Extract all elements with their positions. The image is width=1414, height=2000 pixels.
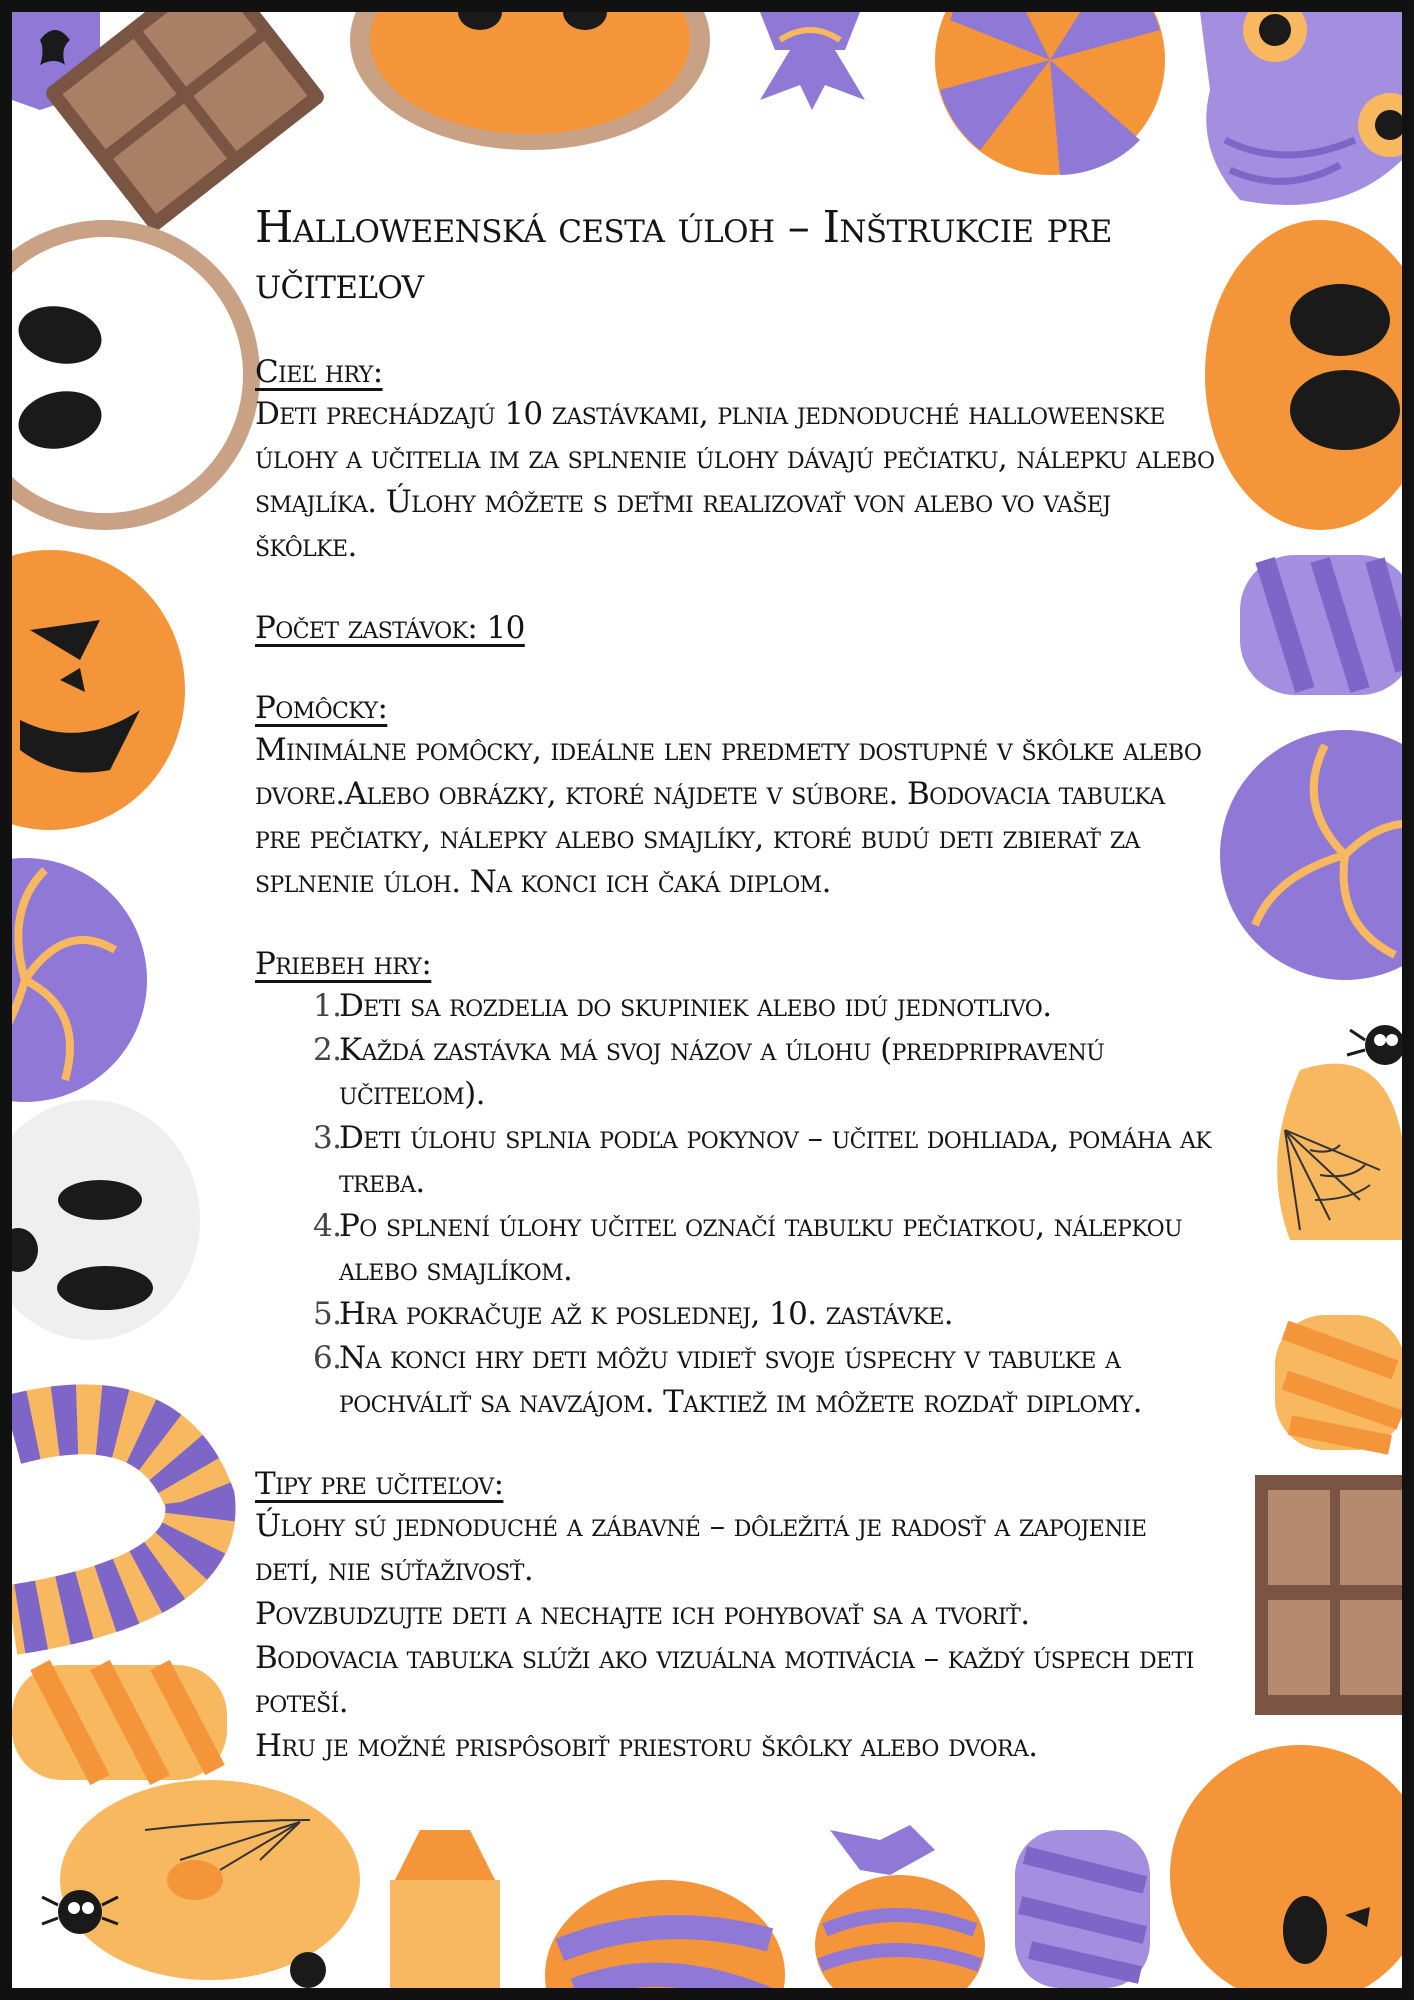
tips-section [255, 1464, 1215, 1768]
materials-section [255, 688, 1215, 904]
owl-icon [1200, 0, 1414, 205]
list-item [313, 1336, 1215, 1424]
wrapped-candy-icon [760, 12, 865, 110]
swirl-lollipop-icon [1220, 730, 1414, 980]
step-text: Po splnení úlohy učiteľ označí tabuľku pečiatkou, nálepkou alebo smajlíkom. [339, 1208, 1183, 1288]
list-item [313, 1204, 1215, 1292]
materials-text: Minimálne pomôcky, ideálne len predmety dostupné v škôlke alebo dvore.Alebo obrázky, ktoré nájdete v súbore. Bodovacia tabuľka pre pečiatky, nálepky alebo smajlíky, ktoré budú deti zbierať za splnenie úloh. Na konci ich čaká diplom. [255, 732, 1202, 900]
wrapped-candy-icon [390, 1830, 500, 1988]
tip-line: Úlohy sú jednoduché a zábavné – dôležitá je radosť a zapojenie detí, nie súťaživosť. [255, 1508, 1147, 1588]
chocolate-bar-icon [1255, 1475, 1414, 1715]
step-number: 2. [313, 1032, 342, 1068]
step-text: Deti úlohu splnia podľa pokynov – učiteľ dohliada, pomáha ak treba. [339, 1120, 1212, 1200]
goal-heading: Cieľ hry: [255, 354, 383, 390]
materials-heading: Pomôcky: [255, 690, 388, 726]
ghost-icon [0, 1100, 200, 1340]
pumpkin-cookie-icon [60, 1780, 360, 1980]
tip-line: Bodovacia tabuľka slúži ako vizuálna motivácia – každý úspech deti poteší. [255, 1640, 1194, 1720]
tips-heading: Tipy pre učiteľov: [255, 1466, 504, 1502]
procedure-heading: Priebeh hry: [255, 946, 432, 982]
step-number: 3. [313, 1120, 342, 1156]
spider-icon [290, 1952, 326, 1988]
goal-section [255, 352, 1215, 568]
wrapped-candy-icon [815, 1825, 985, 2000]
marshmallow-icon [1240, 555, 1414, 695]
marshmallow-icon [1275, 1315, 1405, 1450]
step-number: 4. [313, 1208, 342, 1244]
stops-section [255, 608, 1215, 648]
swirl-lollipop-icon [935, 0, 1165, 175]
pumpkin-cookie-icon [350, 0, 710, 150]
swirl-lollipop-icon [0, 858, 147, 1102]
procedure-steps [255, 984, 1215, 1424]
instructions-content [255, 200, 1215, 1808]
spider-web-icon [1277, 1064, 1407, 1240]
marshmallow-icon [1015, 1830, 1150, 1988]
step-text: Na konci hry deti môžu vidieť svoje úspechy v tabuľke a pochváliť sa navzájom. Taktiež im môžete rozdať diplomy. [339, 1340, 1142, 1420]
goal-text: Deti prechádzajú 10 zastávkami, plnia jednoduché halloweenske úlohy a učitelia im za splnenie úlohy dávajú pečiatku, nálepku alebo smajlíka. Úlohy môžete s deťmi realizovať von alebo vo vašej škôlke. [255, 396, 1215, 564]
step-text: Každá zastávka má svoj názov a úlohu (predpripravenú učiteľom). [339, 1032, 1105, 1112]
swirl-lollipop-icon [545, 1880, 785, 2000]
spider-icon [1347, 1025, 1414, 1065]
step-number: 1. [313, 988, 342, 1024]
step-number: 6. [313, 1340, 342, 1376]
list-item [313, 1028, 1215, 1116]
marshmallow-icon [12, 1665, 227, 1780]
ghost-cookie-icon [0, 220, 260, 530]
step-number: 5. [313, 1296, 342, 1332]
list-item [313, 984, 1215, 1028]
jack-o-lantern-icon [0, 550, 185, 830]
step-text: Deti sa rozdelia do skupiniek alebo idú jednotlivo. [339, 988, 1052, 1024]
pumpkin-icon [1205, 220, 1414, 530]
step-text: Hra pokračuje až k poslednej, 10. zastávke. [339, 1296, 954, 1332]
list-item [313, 1292, 1215, 1336]
page-title: Halloweenská cesta úloh – Inštrukcie pre učiteľov [255, 202, 1112, 309]
stops-heading: Počet zastávok: 10 [255, 610, 525, 646]
list-item [313, 1116, 1215, 1204]
procedure-section [255, 944, 1215, 1424]
candy-cane-icon [12, 1419, 200, 1620]
tip-line: Povzbudzujte deti a nechajte ich pohybovať sa a tvoriť. [255, 1596, 1030, 1632]
tip-line: Hru je možné prispôsobiť priestoru škôlky alebo dvora. [255, 1728, 1038, 1764]
